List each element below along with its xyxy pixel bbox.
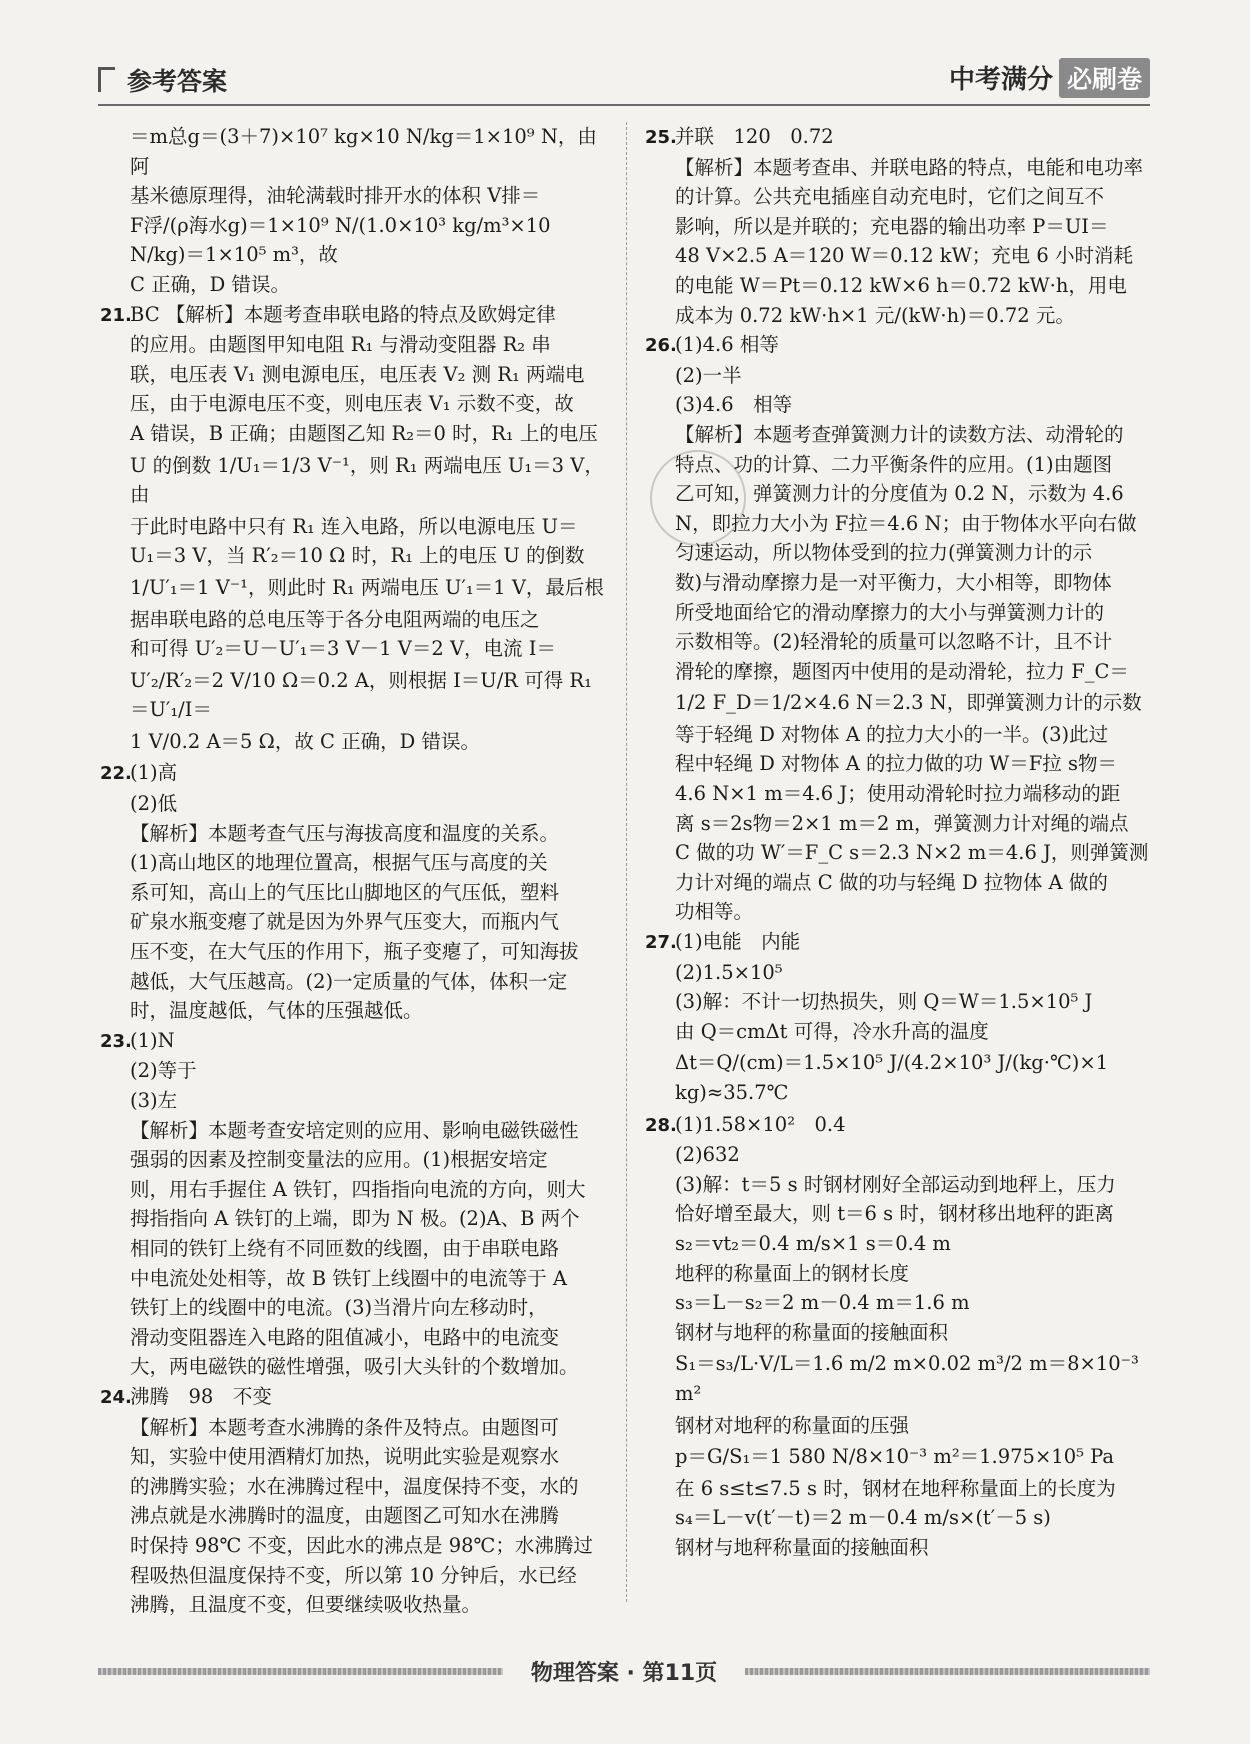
header-series-title: 中考满分 (948, 65, 1053, 95)
q28-line: 在 6 s≤t≤7.5 s 时，钢材在地秤称量面上的长度为 (675, 1476, 1116, 1500)
q23-line: 中电流处处相等，故 B 铁钉上线圈中的电流等于 A (130, 1266, 568, 1290)
q20-continuation (100, 122, 610, 300)
footer-rule-right (745, 1668, 1150, 1675)
q26-line: 4.6 N×1 m＝4.6 J；使用动滑轮时拉力端移动的距 (675, 782, 1121, 806)
q23-line: 大，两电磁铁的磁性增强，吸引大头针的个数增加。 (130, 1355, 579, 1379)
q26-line: 所受地面给它的滑动摩擦力的大小与弹簧测力计的 (675, 600, 1105, 624)
q28-line: s₄＝L－v(t′－t)＝2 m－0.4 m/s×(t′－5 s) (675, 1506, 1051, 1530)
q22-line: 【解析】本题考查气压与海拔高度和温度的关系。 (130, 821, 560, 845)
q28-number: 28. (645, 1114, 677, 1136)
q26-line: (1)4.6 相等 (675, 333, 779, 357)
q23-line: 滑动变阻器连入电路的阻值减小，电路中的电流变 (130, 1325, 560, 1349)
q21-line: 1 V/0.2 A＝5 Ω，故 C 正确，D 错误。 (130, 729, 480, 753)
q26-line: 匀速运动，所以物体受到的拉力(弹簧测力计的示 (675, 541, 1093, 565)
header-left (98, 62, 227, 98)
q21-line: 压，由于电源电压不变，则电压表 V₁ 示数不变，故 (130, 392, 574, 416)
question-25 (645, 122, 1150, 330)
q28-line: 恰好增至最大，则 t＝6 s 时，钢材移出地秤的距离 (675, 1202, 1114, 1226)
q23-number: 23. (100, 1030, 132, 1052)
q23-line: 【解析】本题考查安培定则的应用、影响电磁铁磁性 (130, 1118, 579, 1142)
q28-line: 钢材与地秤的称量面的接触面积 (675, 1320, 949, 1344)
q23-line: 铁钉上的线圈中的电流。(3)当滑片向左移动时， (130, 1296, 548, 1320)
q21-number: 21. (100, 304, 132, 326)
q21-line: 据串联电路的总电压等于各分电阻两端的电压之 (130, 607, 540, 631)
q23-line: (2)等于 (130, 1059, 197, 1083)
q24-line: 程吸热但温度保持不变，所以第 10 分钟后，水已经 (130, 1563, 577, 1587)
header-answer-label: 参考答案 (127, 67, 228, 96)
q27-line: (3)解：不计一切热损失，则 Q＝W＝1.5×10⁵ J (675, 990, 1093, 1014)
q26-line: (2)一半 (675, 363, 742, 387)
q23-line: 强弱的因素及控制变量法的应用。(1)根据安培定 (130, 1148, 548, 1172)
q28-line: (3)解：t＝5 s 时钢材刚好全部运动到地秤上，压力 (675, 1172, 1116, 1196)
question-23 (100, 1026, 610, 1382)
q21-line: 和可得 U′₂＝U－U′₁＝3 V－1 V＝2 V，电流 I＝ (130, 637, 556, 661)
footer-page-label: 物理答案 · 第11页 (530, 1661, 718, 1686)
q21-line: 于此时电路中只有 R₁ 连入电路，所以电源电压 U＝ (130, 514, 578, 538)
q22-line: (1)高山地区的地理位置高，根据气压与高度的关 (130, 851, 548, 875)
q28-line: S₁＝s₃/L·V/L＝1.6 m/2 m×0.02 m³/2 m＝8×10⁻³ m² (675, 1352, 1139, 1405)
page-footer (98, 1656, 1150, 1686)
q22-line: 时，温度越低，气体的压强越低。 (130, 999, 423, 1023)
q26-line: 力计对绳的端点 C 做的功与轻绳 D 拉物体 A 做的 (675, 870, 1108, 894)
q22-line: 矿泉水瓶变瘪了就是因为外界气压变大，而瓶内气 (130, 910, 560, 934)
q23-line: (1)N (130, 1028, 175, 1052)
header-right (949, 58, 1150, 98)
q21-line: 的应用。由题图甲知电阻 R₁ 与滑动变阻器 R₂ 串 (130, 333, 551, 357)
q23-line: 相同的铁钉上绕有不同匝数的线圈，由于串联电路 (130, 1236, 560, 1260)
q27-number: 27. (645, 932, 677, 954)
q22-number: 22. (100, 763, 132, 785)
q24-line: 的沸腾实验；水在沸腾过程中，温度保持不变，水的 (130, 1474, 579, 1498)
q28-line: 钢材与地秤称量面的接触面积 (675, 1535, 929, 1559)
q28-line: (2)632 (675, 1143, 740, 1167)
q22-line: 系可知，高山上的气压比山脚地区的气压低，塑料 (130, 880, 560, 904)
q23-line: 拇指指向 A 铁钉的上端，即为 N 极。(2)A、B 两个 (130, 1207, 580, 1231)
q26-line: 乙可知，弹簧测力计的分度值为 0.2 N，示数为 4.6 (675, 482, 1124, 506)
q24-line: 沸腾，且温度不变，但要继续吸收热量。 (130, 1593, 482, 1617)
q26-line: 离 s＝2s物＝2×1 m＝2 m，弹簧测力计对绳的端点 (675, 811, 1129, 835)
q28-line: 地秤的称量面上的钢材长度 (675, 1261, 910, 1285)
q25-line: 的计算。公共充电插座自动充电时，它们之间互不 (675, 185, 1105, 209)
q28-line: 钢材对地秤的称量面的压强 (675, 1413, 910, 1437)
question-27 (645, 927, 1150, 1108)
q26-line: 数)与滑动摩擦力是一对平衡力，大小相等，即物体 (675, 570, 1112, 594)
page-header (98, 58, 1150, 106)
q27-line: Δt＝Q/(cm)＝1.5×10⁵ J/(4.2×10³ J/(kg·℃)×1 kg)≈35.7℃ (675, 1051, 1109, 1104)
left-column (100, 122, 610, 1620)
q21-line: U₁＝3 V，当 R′₂＝10 Ω 时，R₁ 上的电压 U 的倒数 (130, 544, 585, 568)
q23-line: (3)左 (130, 1089, 178, 1112)
q28-line: s₃＝L－s₂＝2 m－0.4 m＝1.6 m (675, 1291, 970, 1315)
corner-bracket-icon (98, 67, 115, 92)
right-column (645, 122, 1150, 1563)
q20-line: 基米德原理得，油轮满载时排开水的体积 V排＝ (130, 184, 541, 208)
q24-line: 沸点就是水沸腾时的温度，由题图乙可知水在沸腾 (130, 1504, 560, 1528)
q24-number: 24. (100, 1386, 132, 1408)
q26-line: 1/2 F_D＝1/2×4.6 N＝2.3 N，即弹簧测力计的示数 (675, 691, 1142, 715)
question-28 (645, 1110, 1150, 1563)
q21-line: U′₂/R′₂＝2 V/10 Ω＝0.2 A，则根据 I＝U/R 可得 R₁＝U′₁/I＝ (130, 668, 592, 722)
question-24 (100, 1382, 610, 1620)
q21-line: BC 【解析】本题考查串联电路的特点及欧姆定律 (130, 302, 556, 326)
q28-line: p＝G/S₁＝1 580 N/8×10⁻³ m²＝1.975×10⁵ Pa (675, 1445, 1114, 1469)
q28-line: (1)1.58×10² 0.4 (675, 1112, 846, 1136)
question-21 (100, 300, 610, 757)
q21-line: 联，电压表 V₁ 测电源电压，电压表 V₂ 测 R₁ 两端电 (130, 362, 585, 386)
question-22 (100, 758, 610, 1025)
q26-line: 【解析】本题考查弹簧测力计的读数方法、动滑轮的 (675, 422, 1124, 446)
q26-number: 26. (645, 335, 677, 357)
brand-badge: 必刷卷 (1059, 58, 1150, 98)
q25-line: 【解析】本题考查串、并联电路的特点，电能和电功率 (675, 155, 1144, 179)
q28-line: s₂＝vt₂＝0.4 m/s×1 s＝0.4 m (675, 1231, 951, 1255)
question-26 (645, 330, 1150, 927)
q22-line: 越低，大气压越高。(2)一定质量的气体，体积一定 (130, 969, 568, 993)
q21-line: A 错误，B 正确；由题图乙知 R₂＝0 时，R₁ 上的电压 (130, 421, 598, 445)
q20-line: F浮/(ρ海水g)＝1×10⁹ N/(1.0×10³ kg/m³×10 N/kg)＝1×10⁵ m³，故 (130, 213, 551, 267)
q25-line: 48 V×2.5 A＝120 W＝0.12 kW；充电 6 小时消耗 (675, 244, 1133, 268)
footer-rule-left (98, 1668, 503, 1675)
q22-line: 压不变，在大气压的作用下，瓶子变瘪了，可知海拔 (130, 940, 579, 964)
q23-line: 则，用右手握住 A 铁钉，四指指向电流的方向，则大 (130, 1177, 586, 1201)
q26-line: 特点、功的计算、二力平衡条件的应用。(1)由题图 (675, 452, 1113, 476)
q25-line: 成本为 0.72 kW·h×1 元/(kW·h)＝0.72 元。 (675, 303, 1075, 327)
q25-number: 25. (645, 127, 677, 148)
q24-line: 【解析】本题考查水沸腾的条件及特点。由题图可 (130, 1415, 560, 1439)
q26-line: 滑轮的摩擦，题图丙中使用的是动滑轮，拉力 F_C＝ (675, 659, 1129, 683)
q27-line: (2)1.5×10⁵ (675, 960, 783, 984)
q24-line: 知，实验中使用酒精灯加热，说明此实验是观察水 (130, 1445, 560, 1469)
q21-line: 1/U′₁＝1 V⁻¹，则此时 R₁ 两端电压 U′₁＝1 V，最后根 (130, 575, 604, 599)
q25-line: 的电能 W＝Pt＝0.12 kW×6 h＝0.72 kW·h，用电 (675, 273, 1127, 297)
q27-line: (1)电能 内能 (675, 930, 801, 954)
q25-line: 并联 120 0.72 (675, 125, 834, 148)
q26-line: N，即拉力大小为 F拉＝4.6 N；由于物体水平向右做 (675, 511, 1137, 535)
q21-line: U 的倒数 1/U₁＝1/3 V⁻¹，则 R₁ 两端电压 U₁＝3 V，由 (130, 453, 604, 507)
q26-line: 程中轻绳 D 对物体 A 的拉力做的功 W＝F拉 s物＝ (675, 752, 1117, 776)
q24-line: 时保持 98℃ 不变，因此水的沸点是 98℃；水沸腾过 (130, 1533, 593, 1557)
q26-line: 示数相等。(2)轻滑轮的质量可以忽略不计，且不计 (675, 630, 1113, 654)
q26-line: C 做的功 W′＝F_C s＝2.3 N×2 m＝4.6 J，则弹簧测 (675, 841, 1149, 865)
q22-line: (1)高 (130, 761, 178, 785)
q26-line: 功相等。 (675, 900, 754, 924)
column-divider (626, 122, 627, 1602)
q24-line: 沸腾 98 不变 (130, 1384, 272, 1408)
q26-line: (3)4.6 相等 (675, 393, 793, 417)
q20-line: C 正确，D 错误。 (130, 272, 290, 296)
q22-line: (2)低 (130, 792, 178, 816)
q26-line: 等于轻绳 D 对物体 A 的拉力大小的一半。(3)此过 (675, 722, 1109, 746)
q25-line: 影响，所以是并联的；充电器的输出功率 P＝UI＝ (675, 214, 1109, 238)
q20-line: ＝m总g＝(3＋7)×10⁷ kg×10 N/kg＝1×10⁹ N，由阿 (130, 125, 597, 178)
q27-line: 由 Q＝cmΔt 可得，冷水升高的温度 (675, 1019, 989, 1043)
